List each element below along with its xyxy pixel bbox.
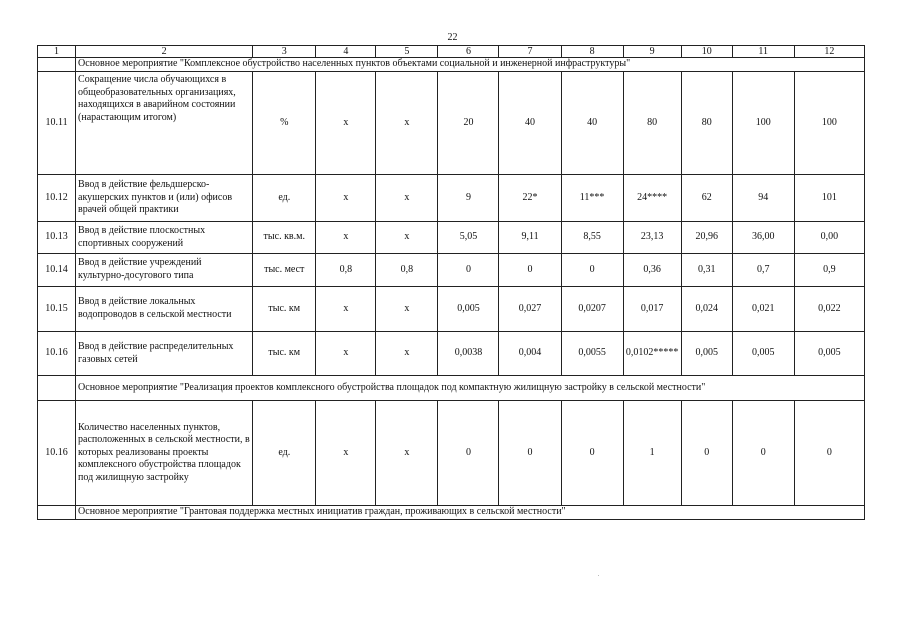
- value-cell: 0: [499, 401, 561, 506]
- unit-cell: %: [253, 72, 316, 175]
- value-cell: 0,9: [794, 254, 864, 287]
- table-row: [38, 222, 865, 254]
- section-title: Основное мероприятие "Комплексное обустройство населенных пунктов объектами социальной и инженерной инфраструктуры": [76, 58, 865, 72]
- indicator-name: Сокращение числа обучающихся в общеобразовательных организациях, находящихся в аварийном состоянии (нарастающим итогом): [76, 72, 253, 175]
- section-title: Основное мероприятие "Грантовая поддержка местных инициатив граждан, проживающих в сельской местности": [76, 506, 865, 520]
- value-cell: 0,0055: [561, 332, 623, 376]
- value-cell: x: [376, 175, 438, 222]
- header-cell: 6: [438, 46, 499, 58]
- indicators-table: [37, 45, 865, 520]
- indicator-name: Ввод в действие распределительных газовых сетей: [76, 332, 253, 376]
- value-cell: 0: [794, 401, 864, 506]
- value-cell: 0,005: [794, 332, 864, 376]
- row-number: 10.13: [38, 222, 76, 254]
- value-cell: 1: [623, 401, 681, 506]
- value-cell: x: [316, 401, 376, 506]
- value-cell: 20,96: [681, 222, 732, 254]
- value-cell: 0: [438, 401, 499, 506]
- header-cell: 10: [681, 46, 732, 58]
- value-cell: 22*: [499, 175, 561, 222]
- value-cell: 0,0102*****: [623, 332, 681, 376]
- unit-cell: тыс. кв.м.: [253, 222, 316, 254]
- value-cell: 0,024: [681, 287, 732, 332]
- header-cell: 9: [623, 46, 681, 58]
- value-cell: 0: [499, 254, 561, 287]
- value-cell: 0: [561, 401, 623, 506]
- value-cell: 0,022: [794, 287, 864, 332]
- value-cell: 0: [438, 254, 499, 287]
- value-cell: x: [316, 175, 376, 222]
- unit-cell: тыс. км: [253, 287, 316, 332]
- value-cell: x: [376, 332, 438, 376]
- header-cell: 12: [794, 46, 864, 58]
- value-cell: 0,004: [499, 332, 561, 376]
- value-cell: 0,31: [681, 254, 732, 287]
- table-row: [38, 72, 865, 175]
- section-row: [38, 376, 865, 401]
- value-cell: 40: [499, 72, 561, 175]
- value-cell: 0,017: [623, 287, 681, 332]
- indicator-name: Ввод в действие локальных водопроводов в сельской местности: [76, 287, 253, 332]
- value-cell: 62: [681, 175, 732, 222]
- value-cell: 101: [794, 175, 864, 222]
- value-cell: 0,00: [794, 222, 864, 254]
- value-cell: 0,0207: [561, 287, 623, 332]
- value-cell: x: [316, 222, 376, 254]
- header-cell: 8: [561, 46, 623, 58]
- value-cell: 0,7: [732, 254, 794, 287]
- row-number: 10.16: [38, 332, 76, 376]
- unit-cell: ед.: [253, 401, 316, 506]
- value-cell: 0,36: [623, 254, 681, 287]
- table-row: [38, 401, 865, 506]
- row-number: 10.14: [38, 254, 76, 287]
- value-cell: 9: [438, 175, 499, 222]
- value-cell: 0,021: [732, 287, 794, 332]
- value-cell: 0: [561, 254, 623, 287]
- value-cell: 100: [794, 72, 864, 175]
- unit-cell: тыс. мест: [253, 254, 316, 287]
- value-cell: 24****: [623, 175, 681, 222]
- indicator-name: Ввод в действие учреждений культурно-досугового типа: [76, 254, 253, 287]
- value-cell: 0,005: [732, 332, 794, 376]
- value-cell: 0,027: [499, 287, 561, 332]
- value-cell: x: [316, 287, 376, 332]
- value-cell: 0,8: [316, 254, 376, 287]
- table-row: [38, 332, 865, 376]
- value-cell: 0,005: [681, 332, 732, 376]
- value-cell: x: [376, 222, 438, 254]
- value-cell: 80: [623, 72, 681, 175]
- section-title: Основное мероприятие "Реализация проектов комплексного обустройства площадок под компактную жилищную застройку в сельской местности": [76, 376, 865, 401]
- unit-cell: тыс. км: [253, 332, 316, 376]
- value-cell: 5,05: [438, 222, 499, 254]
- value-cell: 0,0038: [438, 332, 499, 376]
- value-cell: 23,13: [623, 222, 681, 254]
- unit-cell: ед.: [253, 175, 316, 222]
- value-cell: 40: [561, 72, 623, 175]
- header-cell: 1: [38, 46, 76, 58]
- value-cell: 0,005: [438, 287, 499, 332]
- value-cell: 0: [732, 401, 794, 506]
- indicator-name: Количество населенных пунктов, расположенных в сельской местности, в которых реализованы проекты комплексного обустройства площадок под жилищную застройку: [76, 401, 253, 506]
- value-cell: 9,11: [499, 222, 561, 254]
- header-cell: 11: [732, 46, 794, 58]
- section-row: [38, 58, 865, 72]
- value-cell: 100: [732, 72, 794, 175]
- row-number: 10.15: [38, 287, 76, 332]
- header-cell: 3: [253, 46, 316, 58]
- scan-speck: [598, 575, 599, 576]
- value-cell: 80: [681, 72, 732, 175]
- row-number: 10.11: [38, 72, 76, 175]
- page-number: 22: [447, 32, 458, 43]
- row-number: 10.12: [38, 175, 76, 222]
- value-cell: 20: [438, 72, 499, 175]
- header-row: [38, 46, 865, 58]
- value-cell: 94: [732, 175, 794, 222]
- value-cell: x: [316, 332, 376, 376]
- value-cell: 8,55: [561, 222, 623, 254]
- value-cell: 11***: [561, 175, 623, 222]
- indicator-name: Ввод в действие плоскостных спортивных сооружений: [76, 222, 253, 254]
- table-row: [38, 254, 865, 287]
- table-row: [38, 175, 865, 222]
- value-cell: x: [376, 401, 438, 506]
- section-row: [38, 506, 865, 520]
- value-cell: x: [376, 72, 438, 175]
- value-cell: 0,8: [376, 254, 438, 287]
- value-cell: x: [376, 287, 438, 332]
- header-cell: 5: [376, 46, 438, 58]
- value-cell: 0: [681, 401, 732, 506]
- table-row: [38, 287, 865, 332]
- header-cell: 2: [76, 46, 253, 58]
- header-cell: 4: [316, 46, 376, 58]
- value-cell: x: [316, 72, 376, 175]
- row-number: 10.16: [38, 401, 76, 506]
- header-cell: 7: [499, 46, 561, 58]
- value-cell: 36,00: [732, 222, 794, 254]
- indicator-name: Ввод в действие фельдшерско-акушерских пунктов и (или) офисов врачей общей практики: [76, 175, 253, 222]
